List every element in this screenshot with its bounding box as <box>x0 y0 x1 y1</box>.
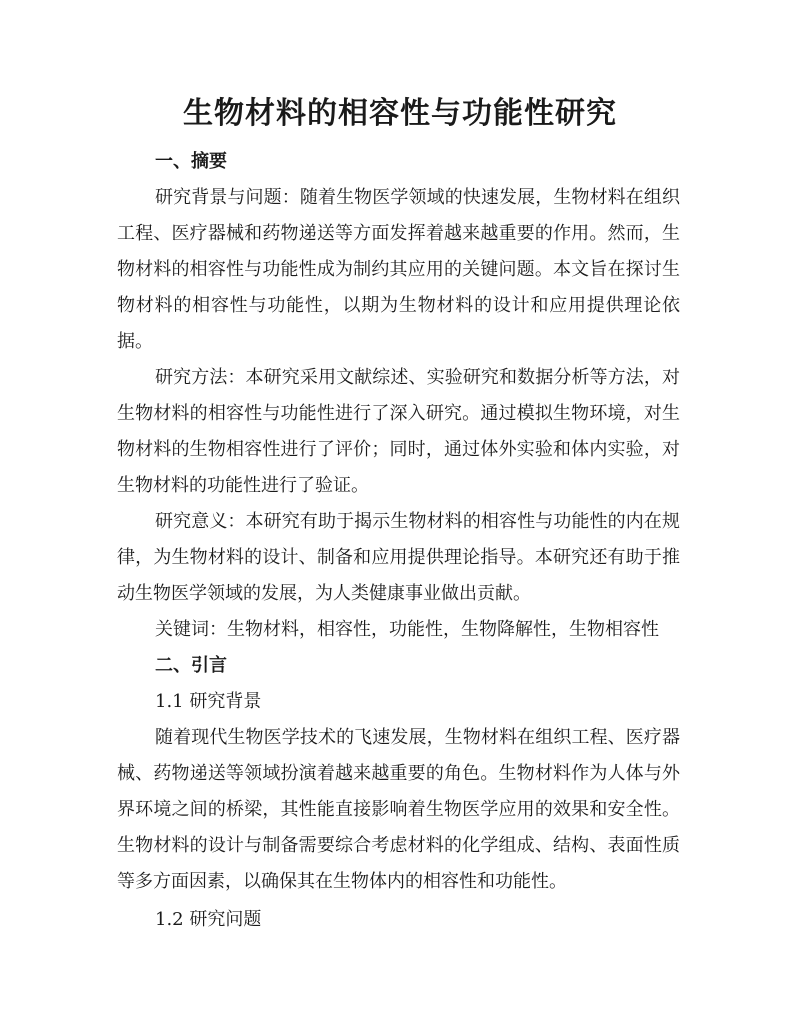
keywords-paragraph: 关键词：生物材料，相容性，功能性，生物降解性，生物相容性 <box>155 619 659 640</box>
document-title: 生物材料的相容性与功能性研究 <box>183 96 617 131</box>
introduction-heading: 二、引言 <box>155 655 227 676</box>
subsection-research-question: 1.2 研究问题 <box>155 909 262 930</box>
abstract-methods-paragraph: 研究方法：本研究采用文献综述、实验研究和数据分析等方法，对生物材料的相容性与功能性进行了深入研究。通过模拟生物环境，对生物材料的生物相容性进行了评价；同时，通过体外实验和体内实验，对生物材料的功能性进行了验证。 <box>117 367 680 496</box>
introduction-background-paragraph: 随着现代生物医学技术的飞速发展，生物材料在组织工程、医疗器械、药物递送等领域扮演着越来越重要的角色。生物材料作为人体与外界环境之间的桥梁，其性能直接影响着生物医学应用的效果和安全性。生物材料的设计与制备需要综合考虑材料的化学组成、结构、表面性质等多方面因素，以确保其在生物体内的相容性和功能性。 <box>117 727 680 892</box>
abstract-heading: 一、摘要 <box>155 151 227 172</box>
subsection-research-background: 1.1 研究背景 <box>155 691 262 712</box>
abstract-significance-paragraph: 研究意义：本研究有助于揭示生物材料的相容性与功能性的内在规律，为生物材料的设计、制备和应用提供理论指导。本研究还有助于推动生物医学领域的发展，为人类健康事业做出贡献。 <box>117 511 680 604</box>
abstract-background-paragraph: 研究背景与问题：随着生物医学领域的快速发展，生物材料在组织工程、医疗器械和药物递送等方面发挥着越来越重要的作用。然而，生物材料的相容性与功能性成为制约其应用的关键问题。本文旨在探讨生物材料的相容性与功能性，以期为生物材料的设计和应用提供理论依据。 <box>117 187 680 352</box>
document-body <box>117 144 680 938</box>
